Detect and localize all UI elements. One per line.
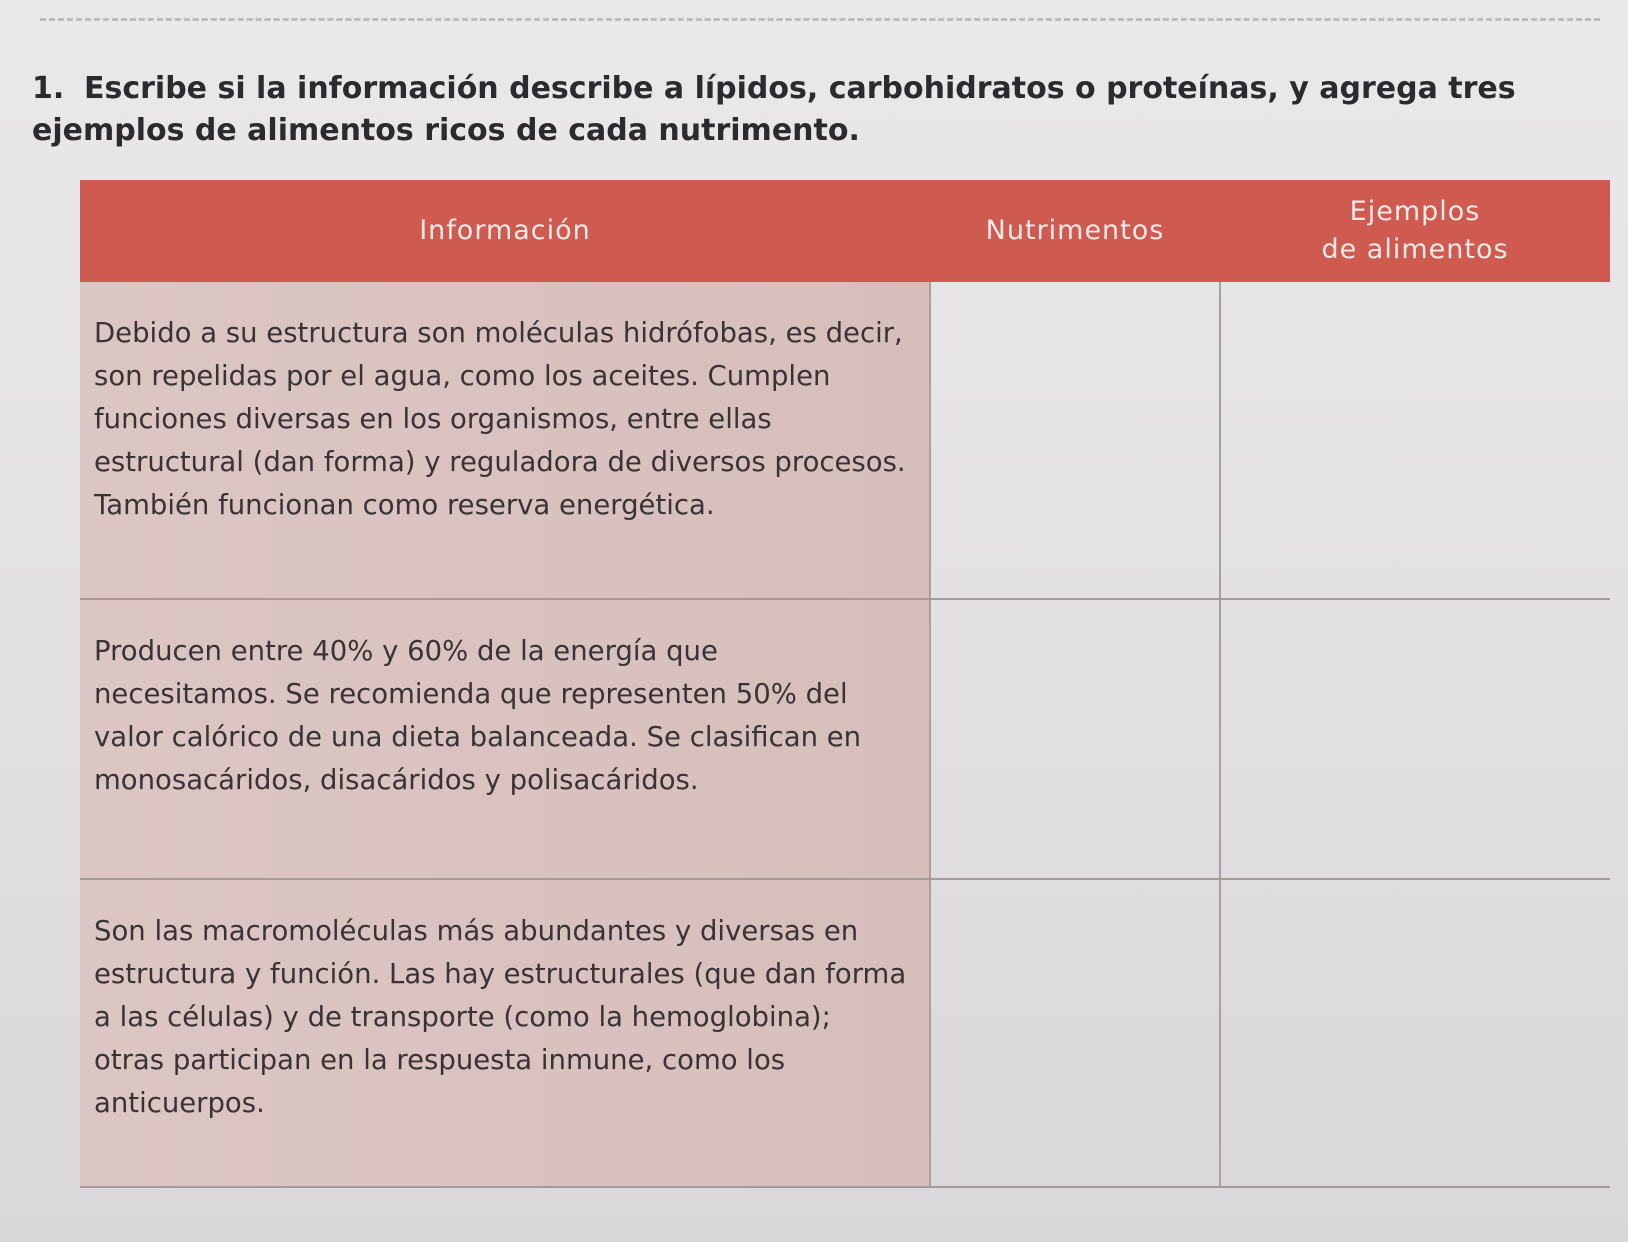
exercise-instruction: [32, 68, 1612, 152]
header-ejemplos: [1220, 180, 1610, 282]
table-row: [80, 282, 1610, 599]
table-header-row: [80, 180, 1610, 282]
top-dashed-rule: [40, 18, 1600, 21]
exercise-instruction-text: Escribe si la información describe a lípidos, carbohidratos o proteínas, y agrega tres ejemplos de alimentos ricos de cada nutrimento.: [32, 71, 1516, 148]
ejemplos-answer-cell[interactable]: [1220, 599, 1610, 879]
header-ejemplos-line2: de alimentos: [1321, 234, 1509, 265]
exercise-number: 1.: [32, 71, 65, 106]
nutrimento-answer-cell[interactable]: [930, 879, 1220, 1187]
table-row: [80, 599, 1610, 879]
nutrimento-answer-cell[interactable]: [930, 599, 1220, 879]
nutrimento-answer-cell[interactable]: [930, 282, 1220, 599]
ejemplos-answer-cell[interactable]: [1220, 879, 1610, 1187]
nutrients-table-wrapper: [80, 180, 1610, 1220]
header-nutrimentos: Nutrimentos: [930, 180, 1220, 282]
info-cell-proteinas: Son las macromoléculas más abundantes y diversas en estructura y función. Las hay estructurales (que dan forma a las células) y de transporte (como la hemoglobina); otras participan en la respuesta inmune, como los anticuerpos.: [80, 879, 930, 1187]
header-informacion: Información: [80, 180, 930, 282]
table-row: [80, 879, 1610, 1187]
ejemplos-answer-cell[interactable]: [1220, 282, 1610, 599]
info-cell-lipidos: Debido a su estructura son moléculas hidrófobas, es decir, son repelidas por el agua, como los aceites. Cumplen funciones diversas en los organismos, entre ellas estructural (dan forma) y reguladora de diversos procesos. También funcionan como reserva energética.: [80, 282, 930, 599]
header-ejemplos-line1: Ejemplos: [1349, 196, 1481, 227]
info-cell-carbohidratos: Producen entre 40% y 60% de la energía que necesitamos. Se recomienda que representen 50% del valor calórico de una dieta balanceada. Se clasifican en monosacáridos, disacáridos y polisacáridos.: [80, 599, 930, 879]
nutrients-table: [80, 180, 1610, 1188]
